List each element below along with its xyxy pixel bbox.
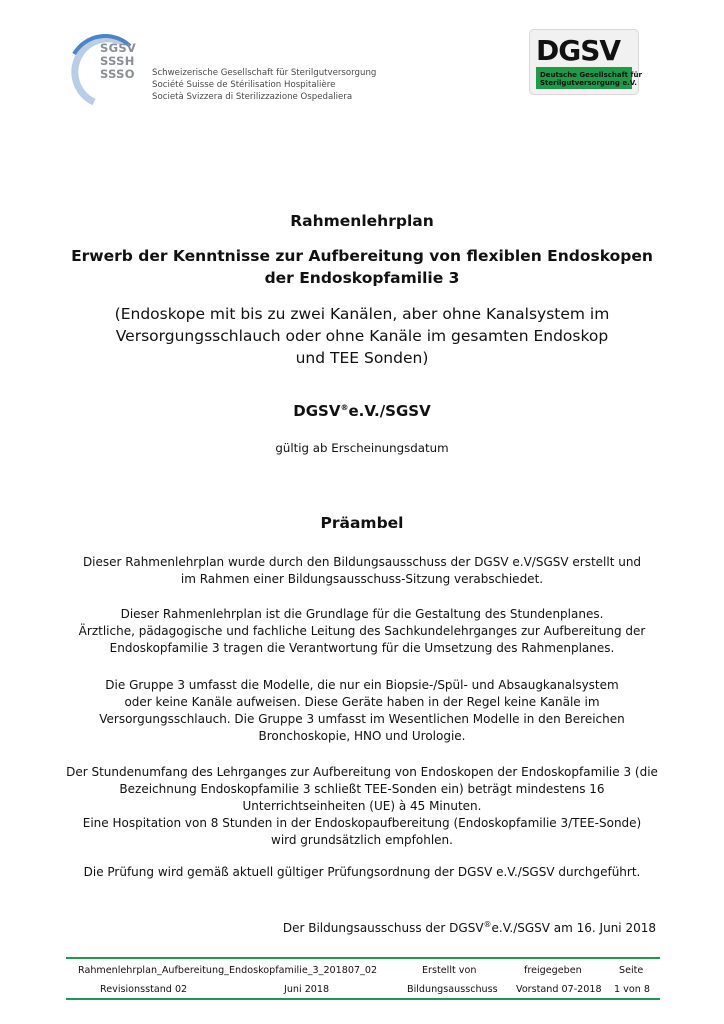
footer-approved-by: Vorstand 07-2018 bbox=[516, 984, 602, 995]
signature-line bbox=[283, 921, 656, 935]
paragraph-line: Unterrichtseinheiten (UE) à 45 Minuten. bbox=[242, 799, 482, 813]
paragraph-line: im Rahmen einer Bildungsausschuss-Sitzung verabschiedet. bbox=[180, 572, 544, 586]
footer-created-by: Bildungsausschuss bbox=[407, 984, 498, 995]
dgsv-logo bbox=[530, 30, 642, 94]
paragraph-line: Dieser Rahmenlehrplan ist die Grundlage für die Gestaltung des Stundenplanes. bbox=[120, 607, 604, 621]
preamble-heading: Präambel bbox=[320, 514, 404, 532]
paragraph-line: Die Prüfung wird gemäß aktuell gültiger Prüfungsordnung der DGSV e.V./SGSV durchgeführt. bbox=[83, 865, 641, 879]
sgsv-code-1: SGSV bbox=[100, 41, 137, 55]
sgsv-name-it: Società Svizzera di Sterilizzazione Ospedaliera bbox=[152, 92, 353, 102]
paragraph-line: Bronchoskopie, HNO und Urologie. bbox=[258, 729, 466, 743]
footer-revision: Revisionsstand 02 bbox=[100, 984, 188, 995]
paragraph-line: Der Stundenumfang des Lehrganges zur Aufbereitung von Endoskopen der Endoskopfamilie 3 (die bbox=[66, 765, 658, 779]
sgsv-code-3: SSSO bbox=[100, 67, 135, 81]
footer-approved-label: freigegeben bbox=[524, 965, 582, 976]
footer-page-label: Seite bbox=[619, 965, 644, 976]
preamble-paragraph-2 bbox=[40, 606, 684, 657]
paragraph-line: Die Gruppe 3 umfasst die Modelle, die nur ein Biopsie-/Spül- und Absaugkanalsystem bbox=[105, 678, 619, 692]
dgsv-sub-2: Sterilgutversorgung e.V. bbox=[540, 79, 637, 87]
org-name: DGSV bbox=[293, 402, 341, 420]
preamble-paragraph-4 bbox=[40, 764, 684, 849]
footer-filename: Rahmenlehrplan_Aufbereitung_Endoskopfamilie_3_201807_02 bbox=[78, 965, 378, 976]
document-organization bbox=[40, 401, 684, 421]
sgsv-name-fr: Société Suisse de Stérilisation Hospitalière bbox=[152, 80, 336, 90]
paragraph-line: Dieser Rahmenlehrplan wurde durch den Bildungsausschuss der DGSV e.V/SGSV erstellt und bbox=[82, 555, 642, 569]
org-suffix: e.V./SGSV bbox=[348, 402, 431, 420]
paragraph-line: Ärztliche, pädagogische und fachliche Leitung des Sachkundelehrganges zur Aufbereitung der bbox=[78, 624, 646, 638]
validity-note: gültig ab Erscheinungsdatum bbox=[275, 441, 449, 455]
scope-line: Versorgungsschlauch oder ohne Kanäle im gesamten Endoskop bbox=[115, 327, 609, 345]
paragraph-line: Eine Hospitation von 8 Stunden in der Endoskopaufbereitung (Endoskopfamilie 3/TEE-Sonde) bbox=[82, 816, 642, 830]
scope-line: (Endoskope mit bis zu zwei Kanälen, aber ohne Kanalsystem im bbox=[114, 305, 610, 323]
paragraph-line: Bezeichnung Endoskopfamilie 3 schließt TEE-Sonden ein) beträgt mindestens 16 bbox=[119, 782, 605, 796]
preamble-paragraph-5 bbox=[40, 864, 684, 881]
registered-mark: ® bbox=[483, 920, 492, 929]
document-title: Rahmenlehrplan bbox=[290, 212, 434, 230]
signature-date: e.V./SGSV am 16. Juni 2018 bbox=[491, 921, 656, 935]
paragraph-line: Versorgungsschlauch. Die Gruppe 3 umfasst im Wesentlichen Modelle in den Bereichen bbox=[99, 712, 625, 726]
dgsv-sub-1: Deutsche Gesellschaft für bbox=[540, 71, 642, 79]
footer-created-by-label: Erstellt von bbox=[422, 965, 477, 976]
footer-page-number: 1 von 8 bbox=[614, 984, 650, 995]
footer-top-rule bbox=[66, 957, 660, 959]
paragraph-line: wird grundsätzlich empfohlen. bbox=[271, 833, 453, 847]
document-subtitle bbox=[40, 245, 684, 289]
subtitle-line: Erwerb der Kenntnisse zur Aufbereitung von flexiblen Endoskopen bbox=[71, 247, 653, 265]
sgsv-logo bbox=[64, 34, 377, 106]
preamble-paragraph-1 bbox=[40, 554, 684, 588]
signature-text: Der Bildungsausschuss der DGSV bbox=[282, 921, 484, 935]
registered-mark: ® bbox=[340, 403, 349, 412]
preamble-paragraph-3 bbox=[40, 677, 684, 745]
sgsv-code-2: SSSH bbox=[100, 54, 135, 68]
document-scope bbox=[40, 303, 684, 369]
footer-date: Juni 2018 bbox=[284, 984, 330, 995]
dgsv-wordmark: DGSV bbox=[536, 34, 621, 67]
subtitle-line: der Endoskopfamilie 3 bbox=[264, 269, 460, 287]
paragraph-line: oder keine Kanäle aufweisen. Diese Geräte haben in der Regel keine Kanäle im bbox=[124, 695, 600, 709]
sgsv-name-de: Schweizerische Gesellschaft für Sterilgutversorgung bbox=[152, 68, 377, 78]
footer-bottom-rule bbox=[66, 998, 660, 1000]
scope-line: und TEE Sonden) bbox=[295, 349, 429, 367]
paragraph-line: Endoskopfamilie 3 tragen die Verantwortung für die Umsetzung des Rahmenplanes. bbox=[109, 641, 615, 655]
